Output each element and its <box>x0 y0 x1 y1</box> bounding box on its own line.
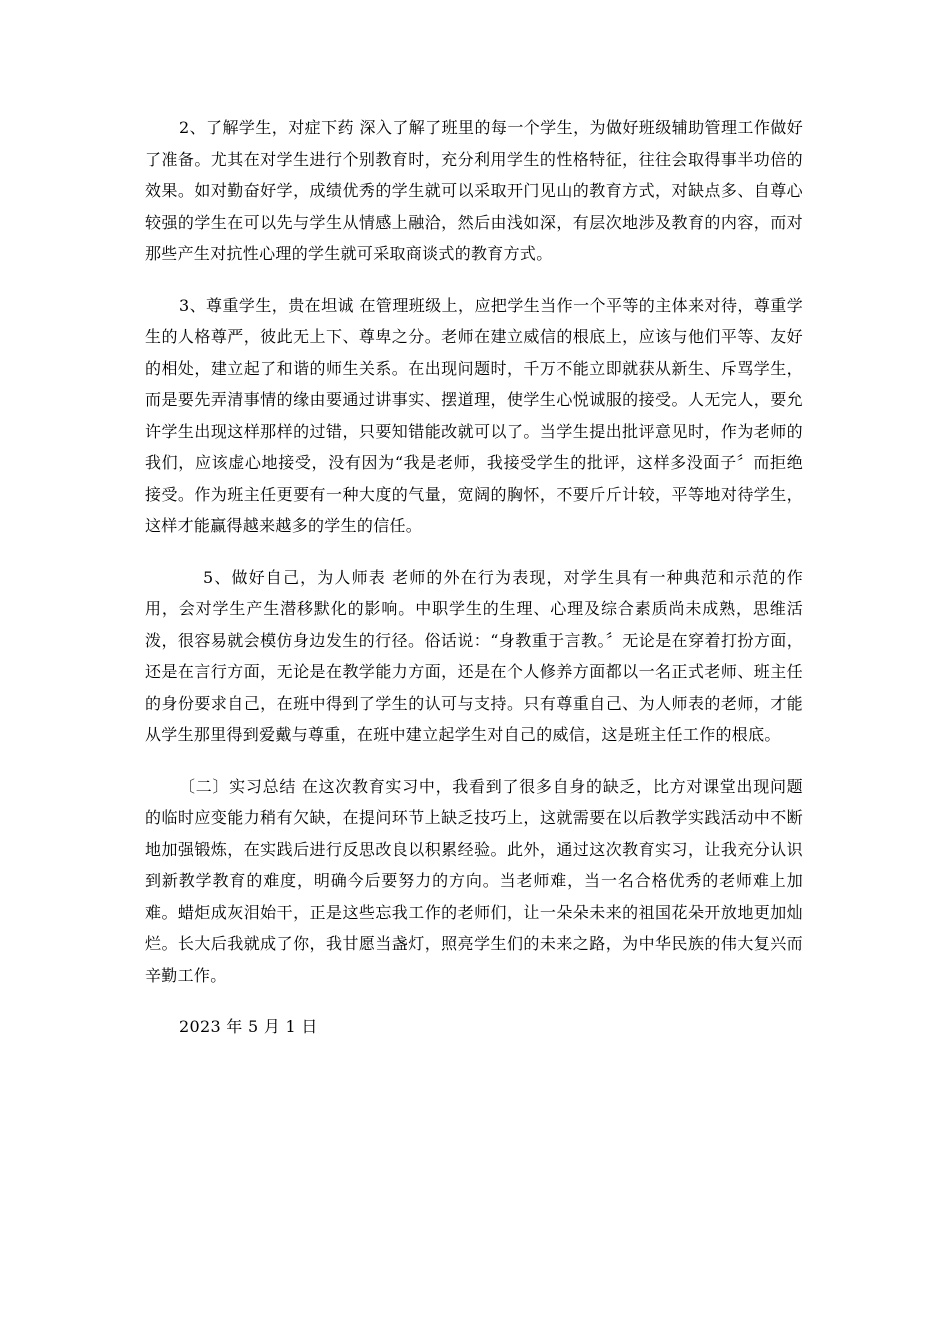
document-body <box>145 112 803 1043</box>
paragraph-role-model: 5、做好自己，为人师表 老师的外在行为表现，对学生具有一种典范和示范的作用，会对学生产生潜移默化的影响。中职学生的生理、心理及综合素质尚未成熟，思维活泼，很容易就会模仿身边发生的行径。俗话说：“身教重于言教。〞无论是在穿着打扮方面，还是在言行方面，无论是在教学能力方面，还是在个人修养方面都以一名正式老师、班主任的身份要求自己，在班中得到了学生的认可与支持。只有尊重自己、为人师表的老师，才能从学生那里得到爱戴与尊重，在班中建立起学生对自己的威信，这是班主任工作的根底。 <box>145 567 803 744</box>
document-date: 2023 年 5 月 1 日 <box>179 1017 318 1036</box>
paragraph-understand-students: 2、了解学生，对症下药 深入了解了班里的每一个学生，为做好班级辅助管理工作做好了准备。尤其在对学生进行个别教育时，充分利用学生的性格特征，往往会取得事半功倍的效果。如对勤奋好学，成绩优秀的学生就可以采取开门见山的教育方式，对缺点多、自尊心较强的学生在可以先与学生从情感上融洽，然后由浅如深，有层次地涉及教育的内容，而对那些产生对抗性心理的学生就可采取商谈式的教育方式。 <box>145 118 803 263</box>
paragraph-internship-summary: 〔二〕实习总结 在这次教育实习中，我看到了很多自身的缺乏，比方对课堂出现问题的临时应变能力稍有欠缺，在提问环节上缺乏技巧上，这就需要在以后教学实践活动中不断地加强锻炼，在实践后进行反思改良以积累经验。此外，通过这次教育实习，让我充分认识到新教学教育的难度，明确今后要努力的方向。当老师难，当一名合格优秀的老师难上加难。蜡炬成灰泪始干，正是这些忘我工作的老师们，让一朵朵未来的祖国花朵开放地更加灿烂。长大后我就成了你，我甘愿当盏灯，照亮学生们的未来之路，为中华民族的伟大复兴而辛勤工作。 <box>145 776 803 985</box>
paragraph-respect-students: 3、尊重学生，贵在坦诚 在管理班级上，应把学生当作一个平等的主体来对待，尊重学生的人格尊严，彼此无上下、尊卑之分。老师在建立威信的根底上，应该与他们平等、友好的相处，建立起了和谐的师生关系。在出现问题时，千万不能立即就获从新生、斥骂学生，而是要先弄清事情的缘由要通过讲事实、摆道理，使学生心悦诚服的接受。人无完人，要允许学生出现这样那样的过错，只要知错能改就可以了。当学生提出批评意见时，作为老师的我们，应该虚心地接受，没有因为“我是老师，我接受学生的批评，这样多没面子〞而拒绝接受。作为班主任更要有一种大度的气量，宽阔的胸怀，不要斤斤计较，平等地对待学生，这样才能赢得越来越多的学生的信任。 <box>145 295 803 535</box>
